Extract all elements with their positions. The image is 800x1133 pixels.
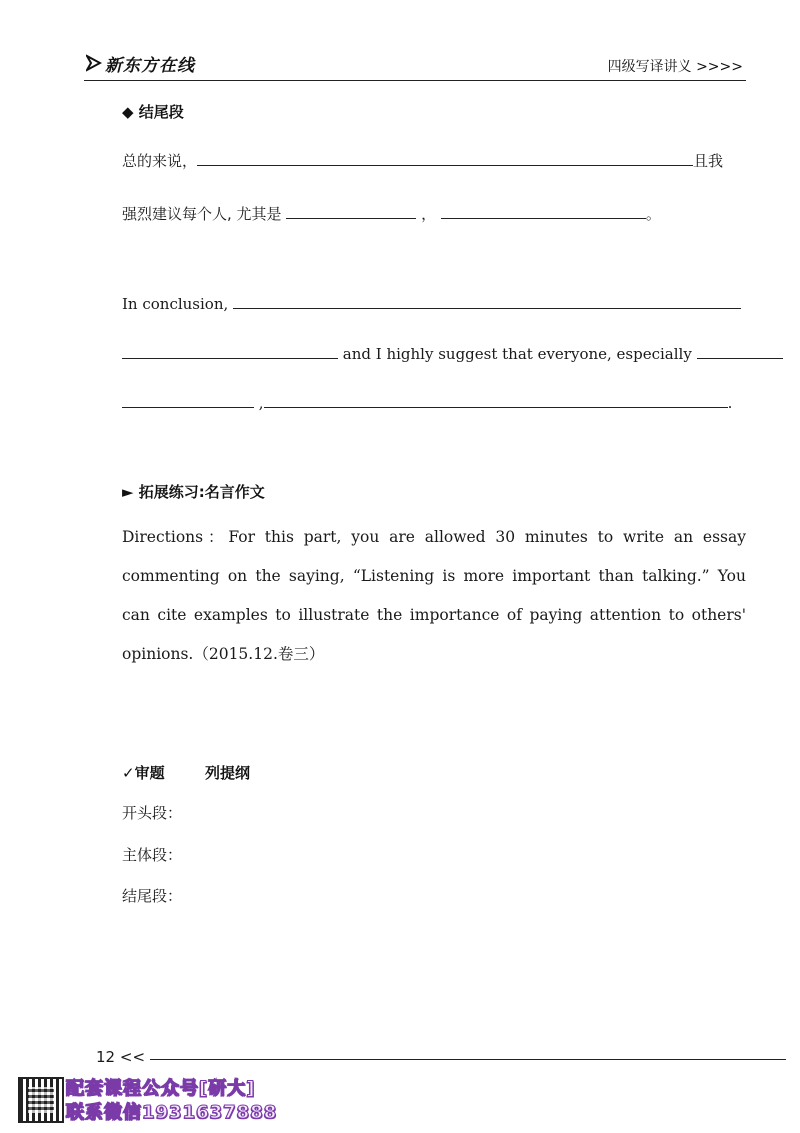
outline-heading [122,762,250,783]
en-line-3: , . [122,394,732,412]
extension-heading: ► 拓展练习:名言作文 [122,483,265,501]
en-line-2: and I highly suggest that everyone, especially [122,345,783,363]
logo-text: 新东方在线 [105,55,195,76]
promo-line-1: 配套课程公众号[研大] [66,1078,256,1099]
blank-field[interactable] [197,164,693,166]
cn-line-2: 强烈建议每个人, 尤其是 ， 。 [122,205,661,223]
qr-code-icon [18,1077,64,1123]
blank-field[interactable] [122,406,254,408]
blank-field[interactable] [264,406,728,408]
blank-field[interactable] [286,217,416,219]
cn-line-1: 总的来说， 且我 [122,152,724,170]
en-line-1: In conclusion, [122,295,741,313]
check-heading: ✓审题 [122,764,165,782]
outline-body: 主体段： [122,846,183,864]
logo-mark-icon [86,54,102,72]
page-number: 12 << [96,1048,146,1066]
footer-rule [150,1059,786,1060]
outline-opening: 开头段： [122,804,183,822]
directions-text: Directions：For this part, you are allowed 30 minutes to write an essay commenting on the saying, “Listening is more important than talking.” You can cite examples to illustrate the importance of paying attention to others' opinions.（2015.12.卷三） [122,528,746,663]
blank-field[interactable] [441,217,646,219]
blank-field[interactable] [697,357,783,359]
blank-field[interactable] [122,357,338,359]
header-logo [86,50,196,76]
header-rule [84,80,746,81]
outline-closing: 结尾段： [122,887,183,905]
promo-line-2: 联系微信1931637888 [66,1102,278,1123]
closing-heading: ◆ 结尾段 [122,103,184,121]
outline-heading-label: 列提纲 [205,764,251,782]
blank-field[interactable] [233,307,741,309]
header-title: 四级写译讲义 >>>> [607,59,743,75]
